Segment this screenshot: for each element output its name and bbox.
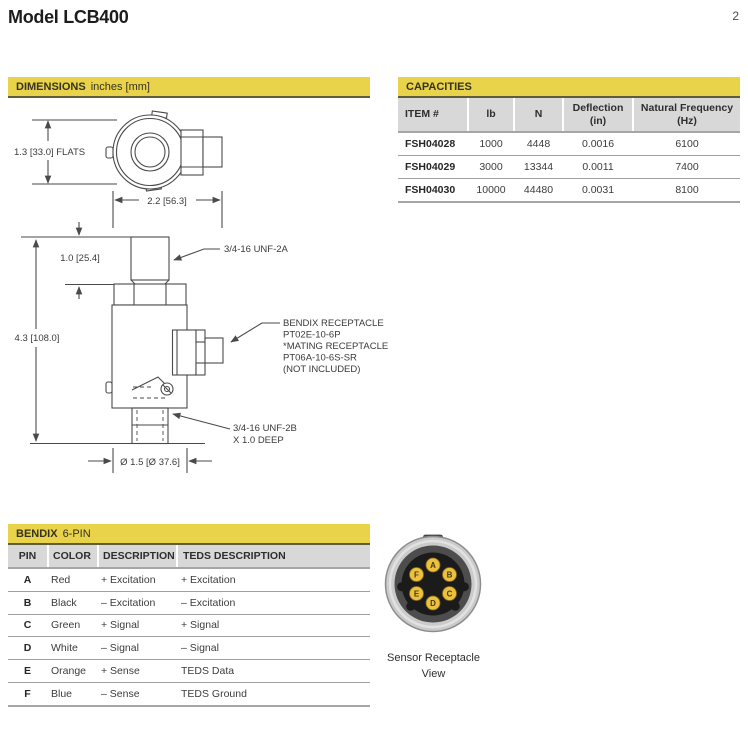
bottom-thread-label-2: X 1.0 DEEP <box>233 435 284 446</box>
cell-teds: – Excitation <box>181 596 236 609</box>
table-row <box>8 592 370 615</box>
cell-pin: E <box>23 665 31 678</box>
cell-frequency: 7400 <box>675 161 699 173</box>
receptacle-body <box>386 535 481 632</box>
cell-color: Black <box>51 596 77 609</box>
table-row <box>8 615 370 638</box>
cell-pin: C <box>23 619 32 632</box>
pin-a-label: A <box>430 560 436 570</box>
cell-teds: TEDS Data <box>181 665 235 678</box>
cell-description: + Signal <box>101 619 140 632</box>
top-thread-label: 3/4-16 UNF-2A <box>224 244 288 255</box>
cell-color: White <box>51 642 78 655</box>
cell-teds: TEDS Ground <box>181 687 247 700</box>
cell-description: – Excitation <box>101 596 156 609</box>
column-header-description: DESCRIPTION <box>97 545 176 567</box>
cell-description: – Sense <box>101 687 140 700</box>
bendix-column-header-row <box>8 545 370 569</box>
column-header-color: COLOR <box>47 545 97 567</box>
cell-color: Orange <box>51 665 87 678</box>
flats-dimension-label: 1.3 [33.0] FLATS <box>14 147 86 158</box>
receptacle-label-3: *MATING RECEPTACLE <box>283 341 389 352</box>
cell-pin: A <box>23 573 32 586</box>
table-row <box>8 569 370 592</box>
page-title: Model LCB400 <box>8 7 129 27</box>
receptacle-label-5: (NOT INCLUDED) <box>283 364 361 375</box>
receptacle-caption-line1: Sensor Receptacle <box>387 652 480 664</box>
base-diameter-label: Ø 1.5 [Ø 37.6] <box>120 457 180 468</box>
cell-deflection: 0.0011 <box>582 161 614 173</box>
cell-description: + Excitation <box>101 573 156 586</box>
cell-item: FSH04028 <box>405 138 456 150</box>
cell-n: 13344 <box>523 161 554 173</box>
receptacle-callout <box>231 318 388 375</box>
pin-e-label: E <box>413 589 420 599</box>
sensor-receptacle-diagram <box>383 534 483 634</box>
top-thread-callout <box>174 244 289 260</box>
bendix-title: BENDIX <box>16 527 58 540</box>
dimensions-title: DIMENSIONS <box>16 80 86 93</box>
table-row <box>8 637 370 660</box>
table-row <box>8 660 370 683</box>
cell-pin: D <box>23 642 32 655</box>
column-header-item: ITEM # <box>405 108 439 120</box>
dimensions-subtitle: inches [mm] <box>90 80 150 93</box>
dimensions-section-header <box>8 77 370 98</box>
table-row <box>398 179 740 203</box>
column-header-lb: lb <box>467 98 513 131</box>
capacities-section-header <box>398 77 740 98</box>
base-diameter-dimension <box>88 448 212 473</box>
column-header-pin: PIN <box>18 550 37 562</box>
pin-b-label: B <box>446 570 453 580</box>
table-row <box>398 156 740 179</box>
bottom-thread-callout <box>173 414 297 446</box>
cell-frequency: 6100 <box>675 138 699 150</box>
column-header-frequency: Natural Frequency (Hz) <box>632 98 740 131</box>
capacities-column-header-row <box>398 98 740 133</box>
top-width-dimension <box>113 191 222 228</box>
bottom-thread-label-1: 3/4-16 UNF-2B <box>233 423 297 434</box>
cell-description: + Sense <box>101 665 140 678</box>
column-header-deflection: Deflection (in) <box>562 98 632 131</box>
receptacle-label-2: PT02E-10-6P <box>283 329 341 341</box>
cell-color: Blue <box>51 687 73 700</box>
dimension-drawing <box>0 100 390 515</box>
top-width-label: 2.2 [56.3] <box>147 196 187 207</box>
cell-lb: 1000 <box>479 138 503 150</box>
pin-d-label: D <box>430 598 436 608</box>
cell-n: 4448 <box>526 138 551 150</box>
top-view <box>106 111 222 191</box>
cell-teds: + Excitation <box>181 573 236 586</box>
table-row <box>398 133 740 156</box>
cell-lb: 10000 <box>476 184 506 196</box>
cell-teds: + Signal <box>181 619 220 632</box>
bendix-subtitle: 6-PIN <box>62 527 91 540</box>
table-row <box>8 683 370 707</box>
cell-description: – Signal <box>101 642 139 655</box>
stud-length-label: 1.0 [25.4] <box>60 253 100 264</box>
pin-c-label: C <box>446 589 453 599</box>
capacities-table <box>398 77 740 203</box>
page-number: 2 <box>732 9 739 23</box>
cell-lb: 3000 <box>479 161 503 173</box>
cell-deflection: 0.0016 <box>581 138 615 150</box>
overall-height-label: 4.3 [108.0] <box>14 333 60 344</box>
capacities-title: CAPACITIES <box>406 80 472 93</box>
overall-height-dimension <box>15 240 60 441</box>
cell-frequency: 8100 <box>675 184 699 196</box>
receptacle-caption <box>371 650 496 682</box>
cell-color: Red <box>51 573 71 586</box>
cell-pin: B <box>23 596 32 609</box>
cell-item: FSH04029 <box>405 161 456 173</box>
cell-item: FSH04030 <box>405 184 456 196</box>
bendix-section-header <box>8 524 370 545</box>
cell-deflection: 0.0031 <box>581 184 615 196</box>
flats-dimension <box>14 120 117 184</box>
receptacle-label-1: BENDIX RECEPTACLE <box>283 318 384 329</box>
stud-length-dimension <box>60 222 114 299</box>
cell-color: Green <box>51 619 81 632</box>
column-header-n: N <box>513 98 562 131</box>
receptacle-caption-line2: View <box>421 668 446 680</box>
column-header-teds: TEDS DESCRIPTION <box>176 545 370 567</box>
receptacle-label-4: PT06A-10-6S-SR <box>283 352 357 364</box>
bendix-pinout-table <box>8 524 370 707</box>
cell-teds: – Signal <box>181 642 219 655</box>
cell-pin: F <box>24 687 31 700</box>
cell-n: 44480 <box>523 184 554 196</box>
pin-f-label: F <box>414 570 419 580</box>
